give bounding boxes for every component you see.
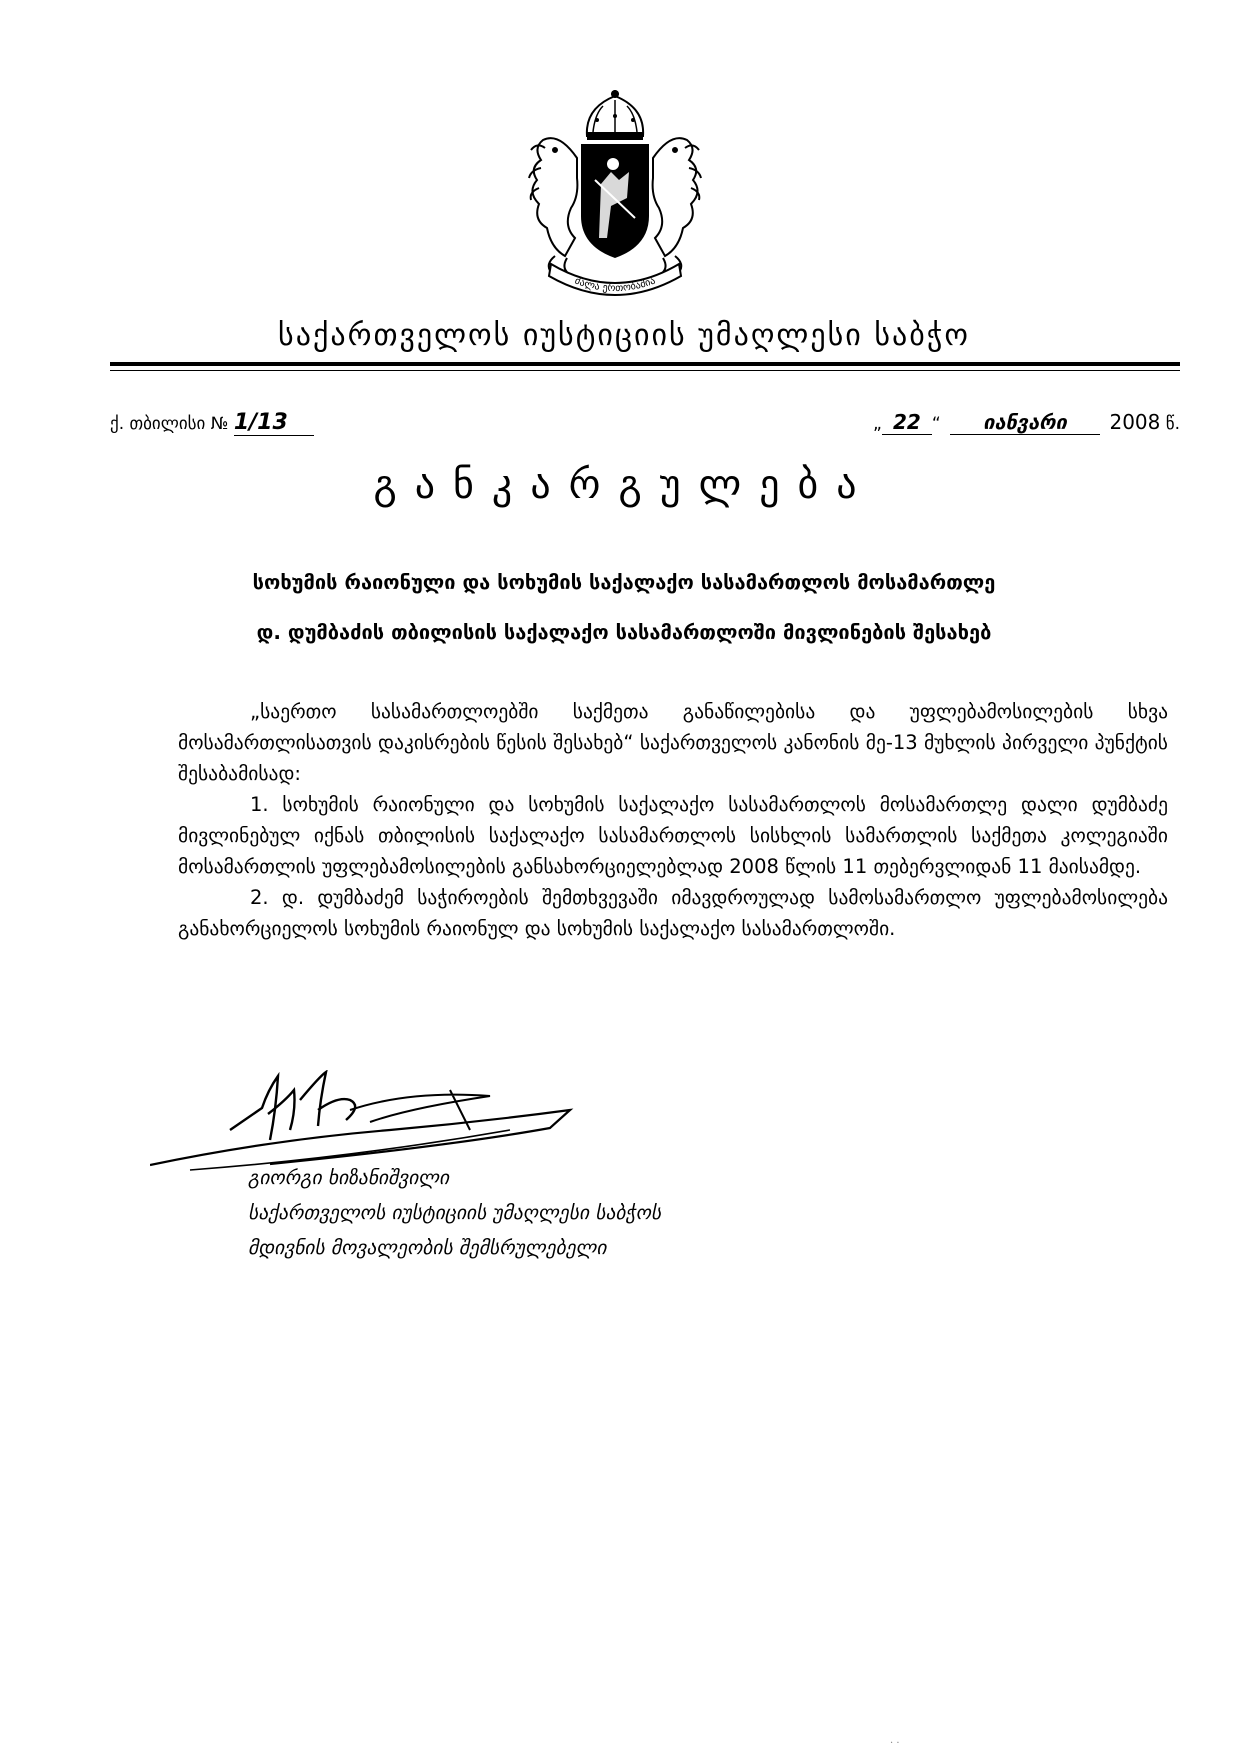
council-title: საქართველოს იუსტიციის უმაღლესი საბჭო — [278, 318, 970, 353]
signer-position-line-1: საქართველოს იუსტიციის უმაღლესი საბჭოს — [248, 1201, 662, 1224]
document-type-heading: განკარგულება — [373, 462, 875, 508]
header-rule-thin — [110, 370, 1180, 371]
body-item-2: 2. დ. დუმბაძემ საჭიროების შემთხვევაში იმავდროულად სამოსამართლო უფლებამოსილება განახორციელოს სოხუმის რაიონულ და სოხუმის საქალაქო სასამართლოში. — [178, 886, 1168, 940]
body-text — [178, 696, 1168, 944]
signer-name: გიორგი ხიზანიშვილი — [248, 1166, 450, 1189]
crown-icon — [587, 90, 643, 140]
motto-text: ძალა ერთობაშია — [573, 275, 657, 295]
lion-supporter-left-icon — [529, 138, 577, 274]
signer-position-line-2: მდივნის მოვალეობის შემსრულებელი — [248, 1236, 607, 1259]
lion-supporter-right-icon — [653, 138, 701, 274]
motto-ribbon — [549, 264, 681, 295]
date-year: 2008 — [1109, 410, 1161, 434]
stray-mark: · · — [890, 1738, 900, 1749]
date-close-quote: “ — [931, 414, 941, 434]
reference-line — [110, 410, 314, 436]
body-item-1: 1. სოხუმის რაიონული და სოხუმის საქალაქო სასამართლოს მოსამართლე დალი დუმბაძე მივლინებულ იქნას თბილისის საქალაქო სასამართლოს სისხლის სამართლის საქმეთა კოლეგიაში მოსამართლის უფლებამოსილების განსახორციელებლად 2008 წლის 11 თებერვლიდან 11 მაისამდე. — [178, 793, 1168, 878]
header-rule-thick — [110, 362, 1180, 366]
subject-line-1: სოხუმის რაიონული და სოხუმის საქალაქო სასამართლოს მოსამართლე — [252, 570, 996, 594]
city-label: ქ. თბილისი № — [110, 414, 229, 434]
date-open-quote: „ — [873, 414, 882, 434]
date-year-suffix: წ. — [1165, 414, 1180, 434]
body-preamble: „საერთო სასამართლოებში საქმეთა განაწილებისა და უფლებამოსილების სხვა მოსამართლისათვის დაკისრების წესის შესახებ“ საქართველოს კანონის მე-13 მუხლის პირველი პუნქტის შესაბამისად: — [178, 700, 1168, 785]
reference-number: 1/13 — [234, 410, 314, 436]
signer-block — [248, 1160, 661, 1265]
date-line — [873, 410, 1180, 435]
subject-line-2: დ. დუმბაძის თბილისის საქალაქო სასამართლოში მივლინების შესახებ — [256, 620, 992, 644]
shield-icon — [581, 144, 649, 258]
coat-of-arms-emblem — [515, 88, 715, 298]
date-month: იანვარი — [950, 410, 1100, 435]
date-day: 22 — [882, 410, 932, 435]
